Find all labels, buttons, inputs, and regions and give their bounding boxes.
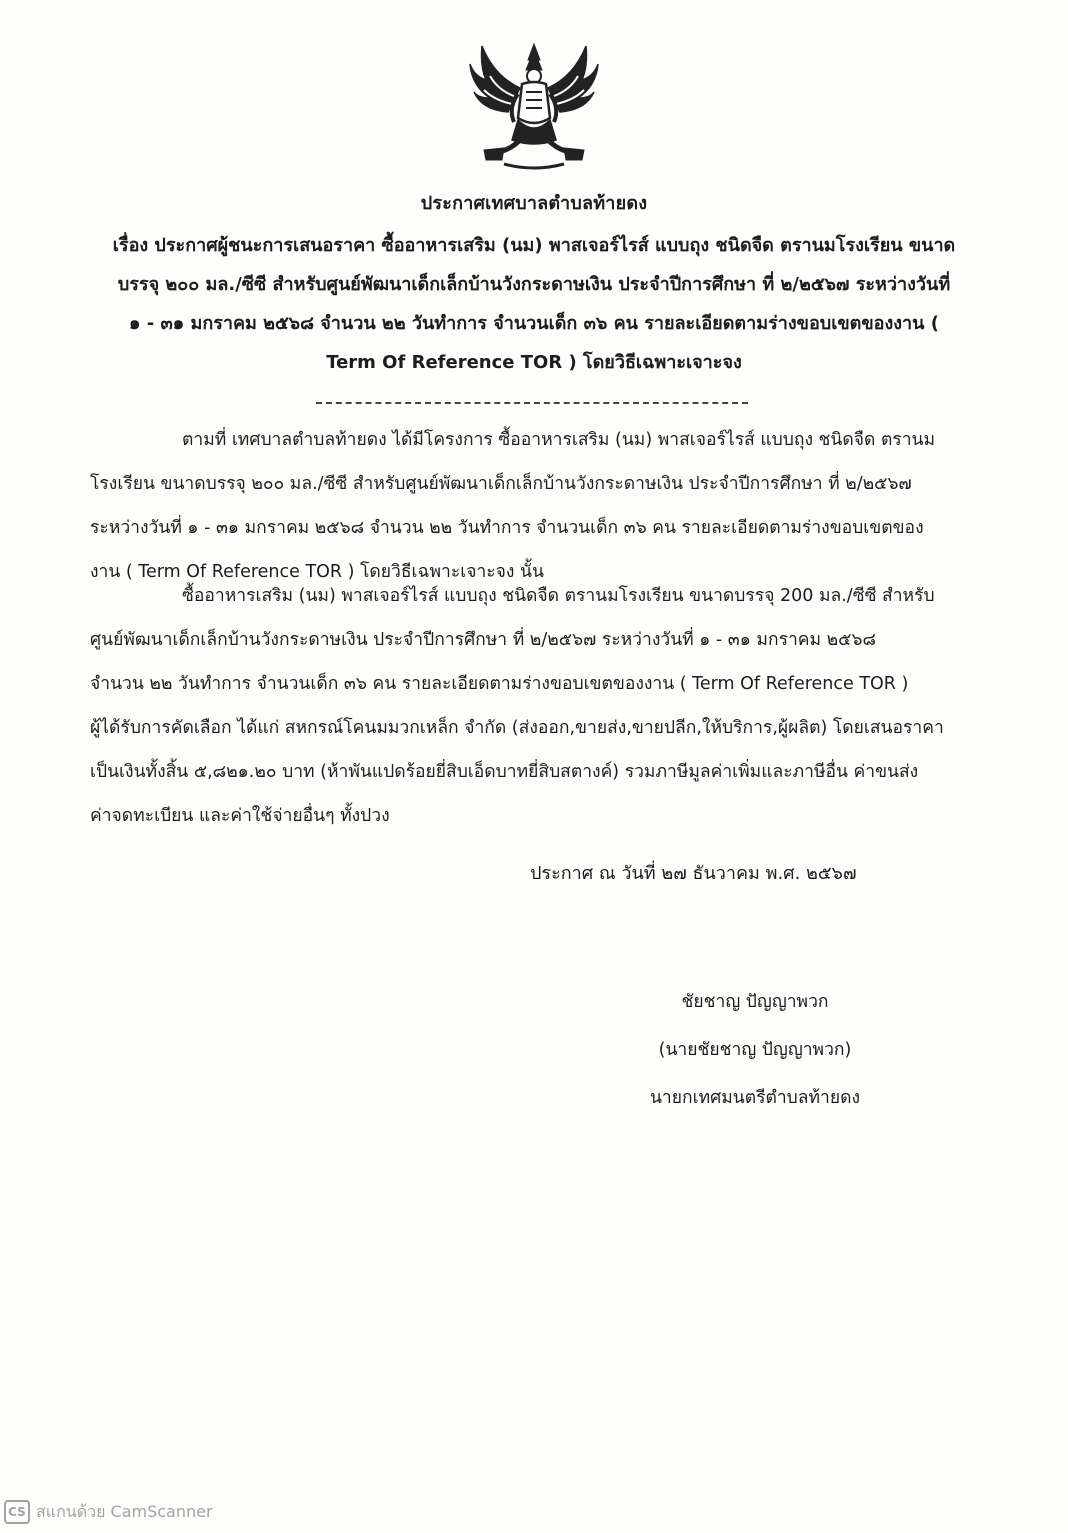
- subject-line: ๑ - ๓๑ มกราคม ๒๕๖๘ จำนวน ๒๒ วันทำการ จำนวนเด็ก ๓๖ คน รายละเอียดตามร่างขอบเขตของงาน (: [129, 313, 939, 334]
- subject-block: [80, 226, 988, 382]
- paragraph-line: ศูนย์พัฒนาเด็กเล็กบ้านวังกระดาษเงิน ประจำปีการศึกษา ที่ ๒/๒๕๖๗ ระหว่างวันที่ ๑ - ๓๑ มกราคม ๒๕๖๘: [90, 630, 876, 650]
- garuda-emblem-icon: [464, 36, 604, 176]
- subject-line: เรื่อง ประกาศผู้ชนะการเสนอราคา ซื้ออาหารเสริม (นม) พาสเจอร์ไรส์ แบบถุง ชนิดจืด ตรานมโรงเรียน ขนาด: [112, 235, 956, 256]
- full-name: (นายชัยชาญ ปัญญาพวก): [658, 1040, 852, 1060]
- camscanner-logo-icon: CS: [4, 1500, 30, 1524]
- paragraph-line: ผู้ได้รับการคัดเลือก ได้แก่ สหกรณ์โคนมมวกเหล็ก จำกัด (ส่งออก,ขายส่ง,ขายปลีก,ให้บริการ,ผู้ผลิต) โดยเสนอราคา: [90, 718, 944, 738]
- paragraph-line: ซื้ออาหารเสริม (นม) พาสเจอร์ไรส์ แบบถุง ชนิดจืด ตรานมโรงเรียน ขนาดบรรจุ 200 มล./ซีซี สำหรับ: [182, 586, 935, 606]
- watermark-text: สแกนด้วย CamScanner: [36, 1501, 213, 1521]
- subject-line: บรรจุ ๒๐๐ มล./ซีซี สำหรับศูนย์พัฒนาเด็กเล็กบ้านวังกระดาษเงิน ประจำปีการศึกษา ที่ ๒/๒๕๖๗ ระหว่างวันที่: [117, 274, 951, 295]
- signed-name: ชัยชาญ ปัญญาพวก: [681, 992, 829, 1012]
- position-title: นายกเทศมนตรีตำบลท้ายดง: [649, 1088, 861, 1108]
- paragraph-line: เป็นเงินทั้งสิ้น ๕,๘๒๑.๒๐ บาท (ห้าพันแปดร้อยยี่สิบเอ็ดบาทยี่สิบสตางค์) รวมภาษีมูลค่าเพิ่มและภาษีอื่น ค่าขนส่ง: [90, 762, 919, 782]
- body-paragraph-2: [90, 574, 960, 838]
- paragraph-line: ตามที่ เทศบาลตำบลท้ายดง ได้มีโครงการ ซื้ออาหารเสริม (นม) พาสเจอร์ไรส์ แบบถุง ชนิดจืด ตรานม: [182, 430, 936, 450]
- paragraph-line: งาน ( Term Of Reference TOR ) โดยวิธีเฉพาะเจาะจง นั้น: [90, 562, 544, 582]
- announcement-date: ประกาศ ณ วันที่ ๒๗ ธันวาคม พ.ศ. ๒๕๖๗: [530, 863, 857, 884]
- dashed-divider: [316, 402, 748, 404]
- paragraph-line: ระหว่างวันที่ ๑ - ๓๑ มกราคม ๒๕๖๘ จำนวน ๒๒ วันทำการ จำนวนเด็ก ๓๖ คน รายละเอียดตามร่างขอบเขตของ: [90, 518, 924, 538]
- paragraph-line: ค่าจดทะเบียน และค่าใช้จ่ายอื่นๆ ทั้งปวง: [90, 806, 390, 826]
- body-paragraph-1: [90, 418, 960, 594]
- signature-block: [600, 978, 910, 1122]
- camscanner-watermark: [4, 1499, 213, 1525]
- paragraph-line: โรงเรียน ขนาดบรรจุ ๒๐๐ มล./ซีซี สำหรับศูนย์พัฒนาเด็กเล็กบ้านวังกระดาษเงิน ประจำปีการศึกษา ที่ ๒/๒๕๖๗: [90, 474, 912, 494]
- paragraph-line: จำนวน ๒๒ วันทำการ จำนวนเด็ก ๓๖ คน รายละเอียดตามร่างขอบเขตของงาน ( Term Of Reference TOR ): [90, 674, 909, 694]
- organization-heading: ประกาศเทศบาลตำบลท้ายดง: [420, 193, 648, 214]
- subject-line: Term Of Reference TOR ) โดยวิธีเฉพาะเจาะจง: [326, 352, 742, 373]
